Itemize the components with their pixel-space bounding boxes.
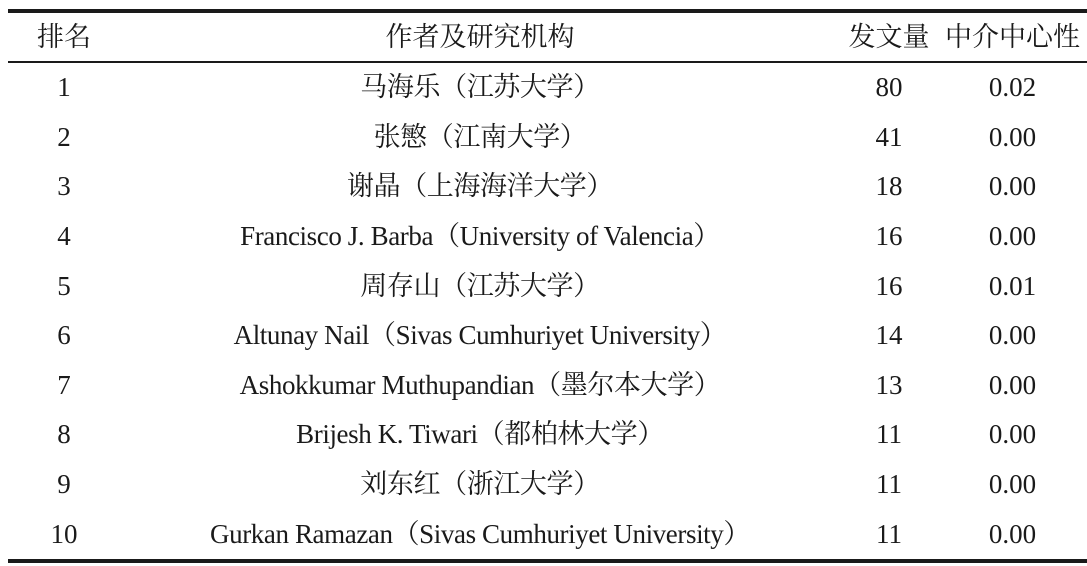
author-cell: 周存山（江苏大学）: [360, 270, 600, 301]
rank-cell: 1: [57, 72, 71, 103]
count-cell: 16: [875, 221, 903, 252]
centrality-cell: 0.00: [988, 221, 1037, 252]
centrality-cell: 0.00: [988, 320, 1037, 351]
count-cell: 41: [875, 121, 903, 152]
table-header: [8, 11, 1087, 62]
rank-cell: 7: [57, 369, 71, 400]
rank-cell: 3: [57, 171, 71, 202]
table-body: [8, 62, 1087, 561]
table-row: [8, 460, 1087, 510]
centrality-cell: 0.01: [988, 270, 1037, 301]
table-row: [8, 261, 1087, 311]
count-cell: 11: [876, 469, 902, 500]
author-cell: Ashokkumar Muthupandian（墨尔本大学）: [239, 369, 721, 400]
centrality-cell: 0.00: [988, 419, 1037, 450]
rank-cell: 9: [57, 469, 71, 500]
table-row: [8, 113, 1087, 163]
count-cell: 18: [875, 171, 903, 202]
centrality-cell: 0.00: [988, 171, 1037, 202]
centrality-cell: 0.00: [988, 369, 1037, 400]
count-cell: 11: [876, 518, 902, 549]
author-cell: 马海乐（江苏大学）: [360, 72, 600, 103]
centrality-cell: 0.00: [988, 518, 1037, 549]
count-cell: 80: [875, 72, 903, 103]
author-ranking-table-container: [8, 9, 1080, 563]
author-ranking-table: [8, 9, 1087, 563]
header-rank: 排名: [37, 21, 91, 52]
rank-cell: 8: [57, 419, 71, 450]
rank-cell: 10: [50, 518, 78, 549]
count-cell: 14: [875, 320, 903, 351]
header-author-institution: 作者及研究机构: [385, 21, 575, 52]
count-cell: 16: [875, 270, 903, 301]
rank-cell: 6: [57, 320, 71, 351]
table-row: [8, 62, 1087, 113]
centrality-cell: 0.02: [988, 72, 1037, 103]
header-betweenness-centrality: 中介中心性: [945, 21, 1080, 52]
author-cell: 谢晶（上海海洋大学）: [347, 171, 613, 202]
author-cell: 刘东红（浙江大学）: [360, 469, 600, 500]
table-row: [8, 410, 1087, 460]
author-cell: Gurkan Ramazan（Sivas Cumhuriyet University）: [210, 518, 750, 549]
centrality-cell: 0.00: [988, 469, 1037, 500]
table-row: [8, 361, 1087, 411]
table-row: [8, 162, 1087, 212]
author-cell: 张慜（江南大学）: [373, 121, 587, 152]
count-cell: 13: [875, 369, 903, 400]
author-cell: Brijesh K. Tiwari（都柏林大学）: [296, 419, 664, 450]
table-row: [8, 311, 1087, 361]
rank-cell: 5: [57, 270, 71, 301]
rank-cell: 2: [57, 121, 71, 152]
table-row: [8, 509, 1087, 561]
count-cell: 11: [876, 419, 902, 450]
header-publication-count: 发文量: [848, 21, 930, 52]
author-cell: Altunay Nail（Sivas Cumhuriyet University）: [233, 320, 727, 351]
author-cell: Francisco J. Barba（University of Valencia）: [240, 221, 720, 252]
header-row: [8, 11, 1087, 62]
table-row: [8, 212, 1087, 262]
rank-cell: 4: [57, 221, 71, 252]
centrality-cell: 0.00: [988, 121, 1037, 152]
